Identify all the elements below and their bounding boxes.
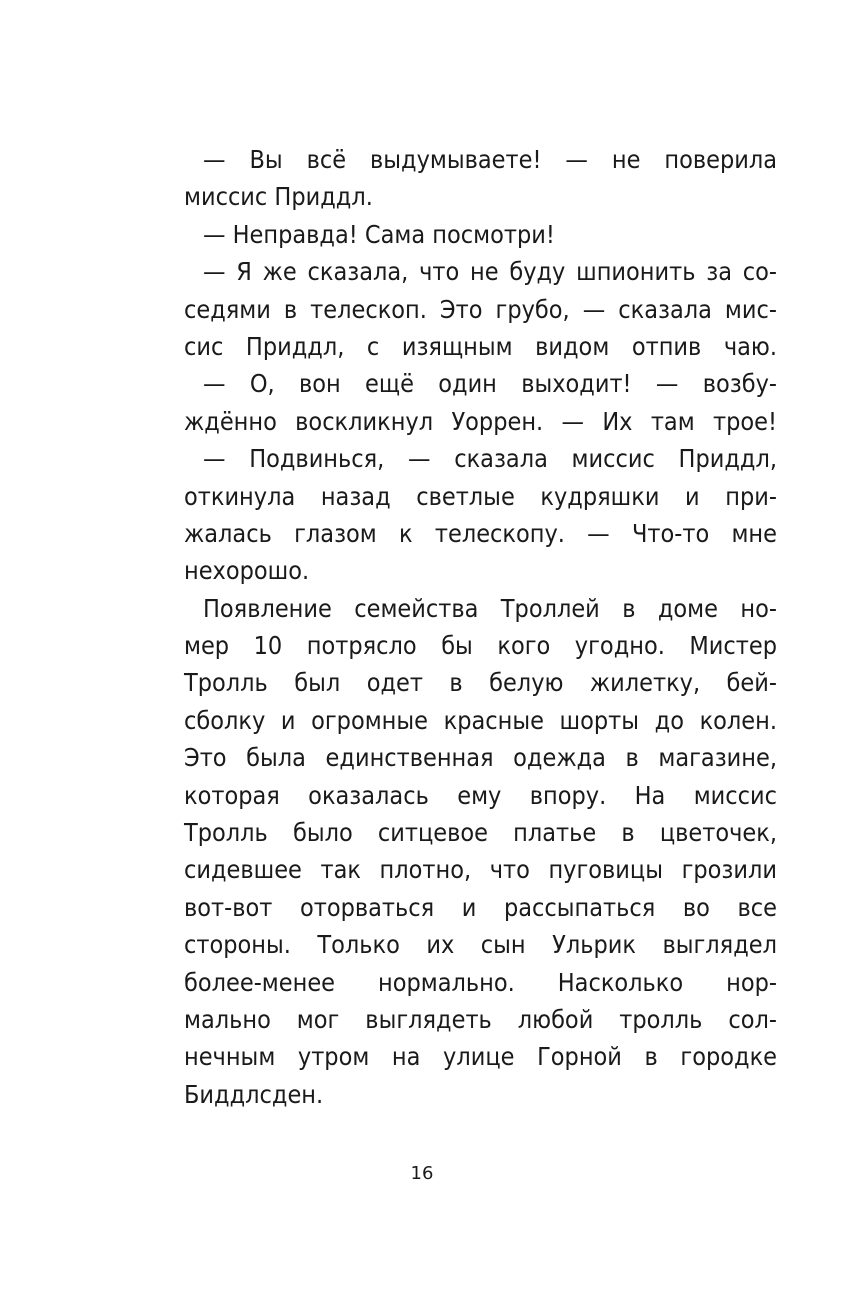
- text-line: миссис Приддл.: [184, 182, 373, 212]
- text-line: Это была единственная одежда в магазине,: [184, 743, 777, 773]
- text-line: — Неправда! Сама посмотри!: [203, 219, 555, 249]
- text-line: ждённо воскликнул Уоррен. — Их там трое!: [184, 406, 777, 436]
- text-line: мально мог выглядеть любой тролль сол-: [184, 1004, 777, 1034]
- text-line: вот-вот оторваться и рассыпаться во все: [184, 892, 777, 922]
- text-line: Тролль был одет в белую жилетку, бей-: [184, 668, 777, 698]
- text-line: сидевшее так плотно, что пуговицы грозили: [184, 855, 777, 885]
- text-line: сис Приддл, с изящным видом отпив чаю.: [184, 331, 777, 361]
- text-line: которая оказалась ему впору. На миссис: [184, 780, 777, 810]
- text-line: нечным утром на улице Горной в городке: [184, 1042, 777, 1072]
- text-line: стороны. Только их сын Ульрик выглядел: [184, 930, 777, 960]
- text-line: откинула назад светлые кудряшки и при-: [184, 481, 777, 511]
- text-line: Появление семейства Троллей в доме но-: [203, 593, 777, 623]
- text-line: более-менее нормально. Насколько нор-: [184, 967, 777, 997]
- page-number: 16: [410, 1163, 434, 1184]
- text-line: — Вы всё выдумываете! — не поверила: [203, 145, 777, 174]
- text-line: нехорошо.: [184, 556, 310, 586]
- text-line: седями в телескоп. Это грубо, — сказала мис-: [184, 294, 777, 324]
- body-text: [184, 141, 777, 1113]
- text-line: Тролль было ситцевое платье в цветочек,: [184, 818, 777, 848]
- text-line: Биддлсден.: [184, 1079, 324, 1109]
- text-line: — Я же сказала, что не буду шпионить за со-: [203, 257, 777, 287]
- text-line: — О, вон ещё один выходит! — возбу-: [203, 369, 777, 399]
- text-line: мер 10 потрясло бы кого угодно. Мистер: [184, 631, 777, 661]
- text-line: жалась глазом к телескопу. — Что-то мне: [184, 518, 777, 548]
- text-line: сболку и огромные красные шорты до колен.: [184, 705, 777, 735]
- text-line: — Подвинься, — сказала миссис Приддл,: [203, 444, 777, 474]
